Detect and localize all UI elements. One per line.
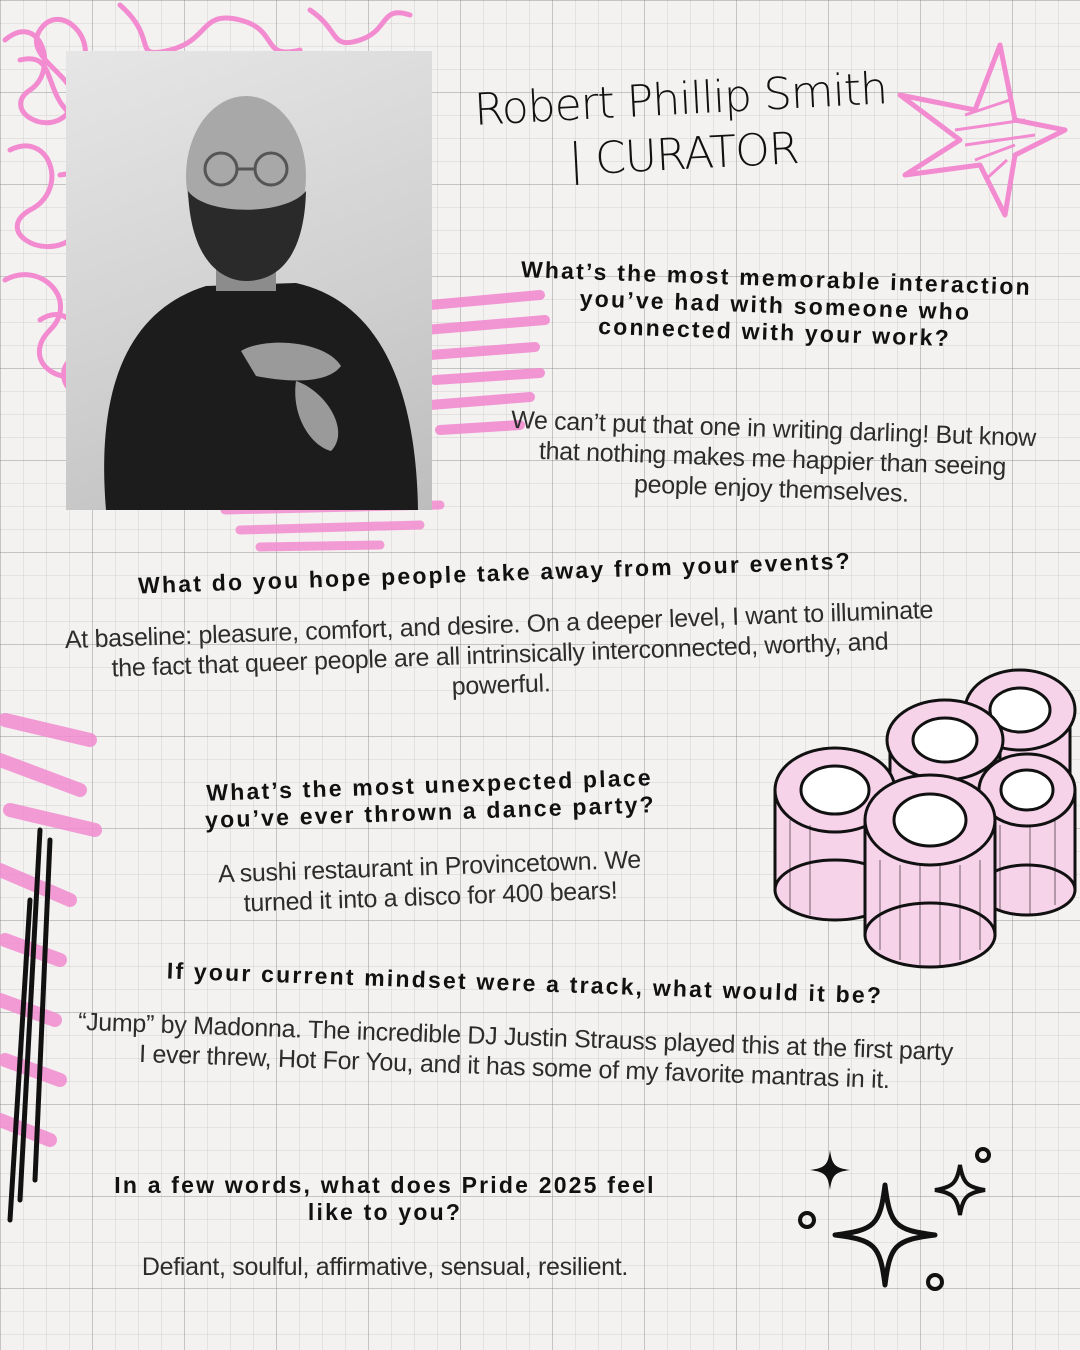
sparkles-icon bbox=[795, 1145, 995, 1295]
question-4: If your current mindset were a track, what would it be? bbox=[166, 957, 884, 1009]
star-scribble-icon bbox=[895, 40, 1075, 220]
page-title: Robert Phillip Smith | CURATOR bbox=[472, 63, 889, 186]
question-2: What do you hope people take away from your events? bbox=[137, 547, 853, 599]
answer-1: We can’t put that one in writing darling! But know that nothing makes me happier than seeing people enjoy themselves. bbox=[510, 405, 1037, 508]
sushi-rolls-icon bbox=[770, 660, 1080, 980]
person-portrait-icon bbox=[66, 51, 432, 510]
question-5: In a few words, what does Pride 2025 feel like to you? bbox=[114, 1172, 656, 1226]
question-1: What’s the most memorable interaction you’ve had with someone who connected with your work? bbox=[520, 256, 1033, 352]
crayon-scribble-icon bbox=[0, 700, 110, 1220]
profile-photo bbox=[66, 51, 432, 510]
answer-2: At baseline: pleasure, comfort, and desire. On a deeper level, I want to illuminate the fact that queer people are all intrinsically interconnected, worthy, and powerful. bbox=[64, 595, 934, 701]
answer-3: A sushi restaurant in Provincetown. We turned it into a disco for 400 bears! bbox=[217, 845, 642, 918]
answer-4: “Jump” by Madonna. The incredible DJ Justin Strauss played this at the first party I ever threw, Hot For You, and it has some of my favorite mantras in it. bbox=[77, 1007, 954, 1095]
answer-5: Defiant, soulful, affirmative, sensual, resilient. bbox=[141, 1253, 629, 1281]
question-3: What’s the most unexpected place you’ve ever thrown a dance party? bbox=[204, 764, 657, 833]
